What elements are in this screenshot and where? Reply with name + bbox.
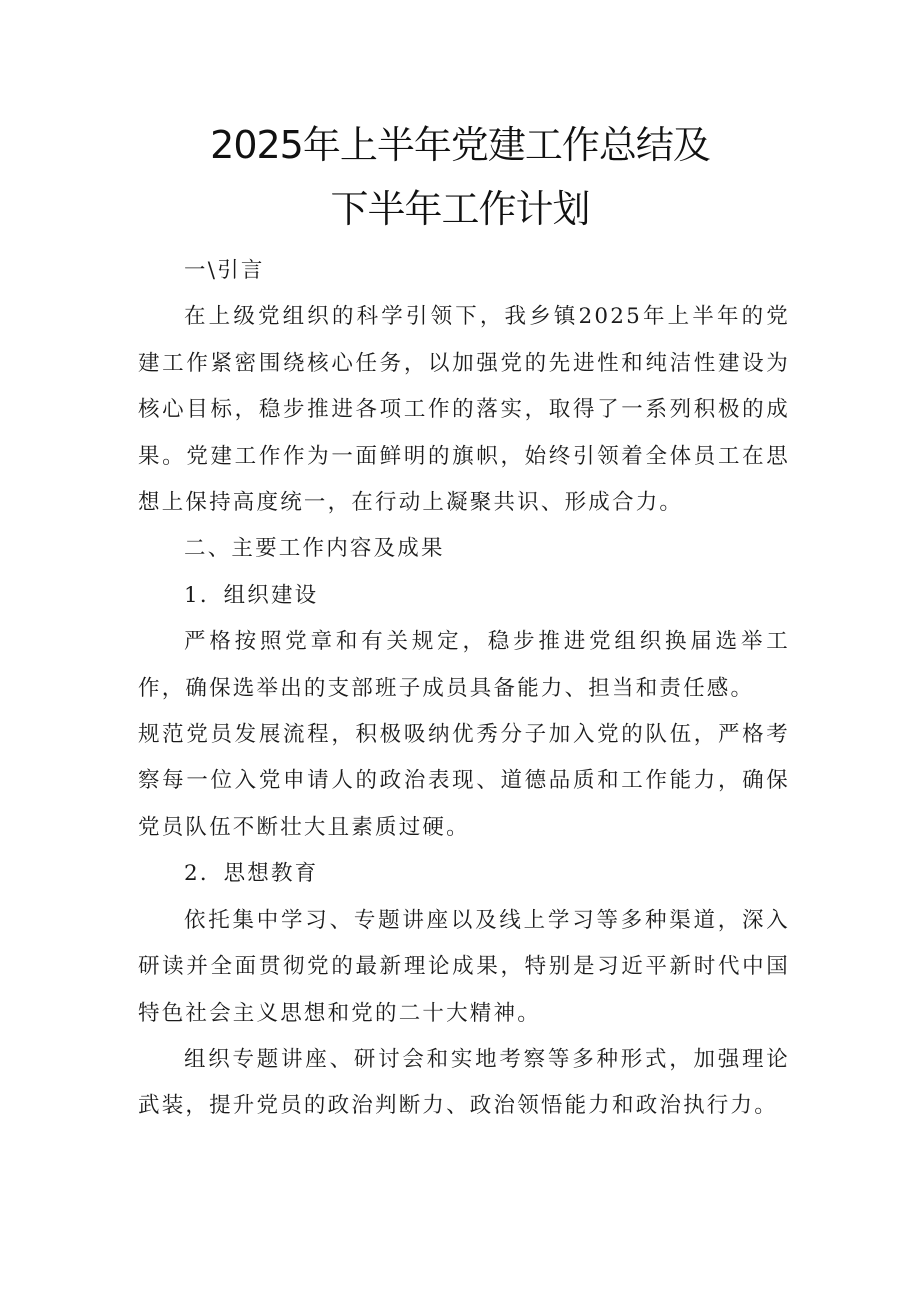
section-heading-main-work: 二、主要工作内容及成果 <box>184 536 445 562</box>
section-heading-intro: 一\引言 <box>184 258 265 283</box>
paragraph-education-2: 组织专题讲座、研讨会和实地考察等多种形式，加强理论武装，提升党员的政治判断力、政治领悟能力和政治执行力。 <box>138 1046 790 1119</box>
paragraph-education-1: 依托集中学习、专题讲座以及线上学习等多种渠道，深入研读并全面贯彻党的最新理论成果，特别是习近平新时代中国特色社会主义思想和党的二十大精神。 <box>138 907 790 1026</box>
subsection-heading-organization: 1．组织建设 <box>184 582 319 608</box>
paragraph-organization-2: 规范党员发展流程，积极吸纳优秀分子加入党的队伍，严格考察每一位入党申请人的政治表现、道德品质和工作能力，确保党员队伍不断壮大且素质过硬。 <box>138 722 790 840</box>
paragraph-organization-1: 严格按照党章和有关规定，稳步推进党组织换届选举工作，确保选举出的支部班子成员具备能力、担当和责任感。 <box>138 629 790 701</box>
document-body <box>138 248 790 1130</box>
subsection-heading-ideological-education: 2．思想教育 <box>184 861 319 887</box>
paragraph-intro: 在上级党组织的科学引领下，我乡镇2025年上半年的党建工作紧密围绕核心任务，以加强党的先进性和纯洁性建设为核心目标，稳步推进各项工作的落实，取得了一系列积极的成果。党建工作作为一面鲜明的旗帜，始终引领着全体员工在思想上保持高度统一，在行动上凝聚共识、形成合力。 <box>138 304 790 516</box>
document-title-line-2: 下半年工作计划 <box>330 187 590 231</box>
document-title-line-1: 2025年上半年党建工作总结及 <box>210 123 710 167</box>
